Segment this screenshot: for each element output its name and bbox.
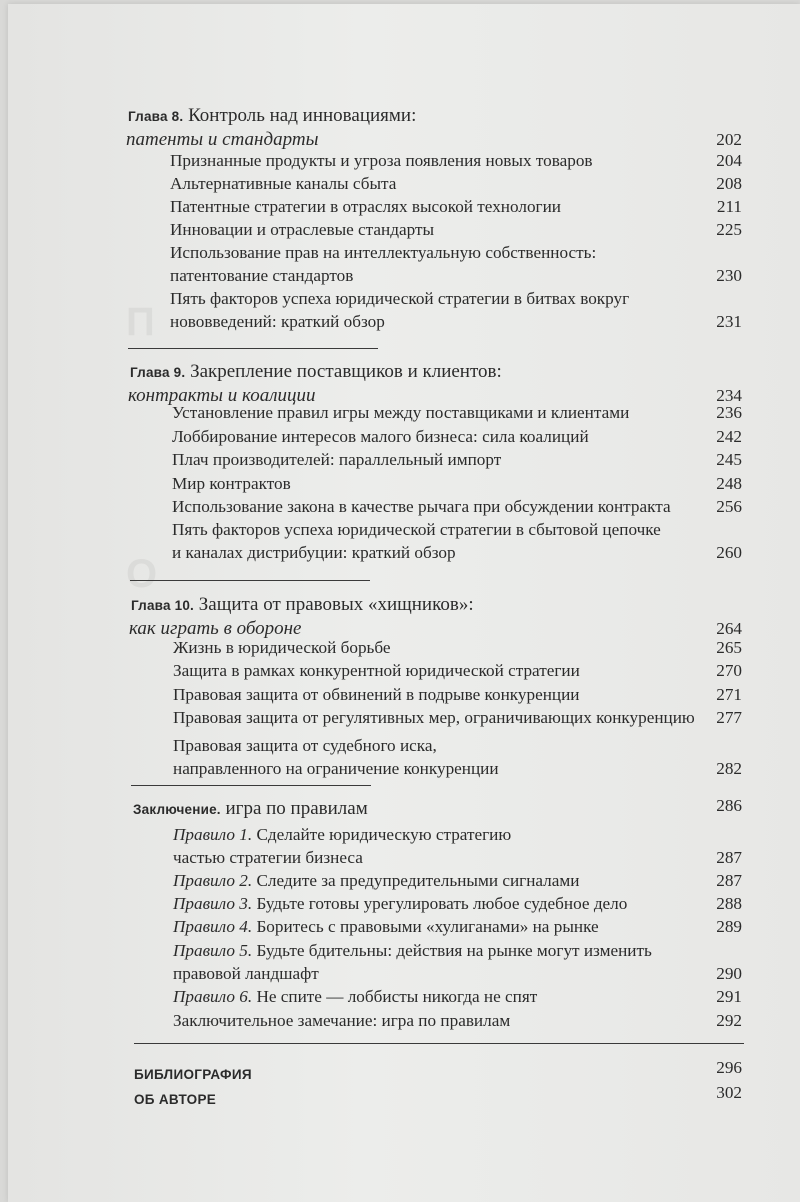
page-number: 287: [716, 871, 742, 890]
toc-entry: [173, 893, 627, 915]
toc-entry: и каналах дистрибуции: краткий обзор: [172, 543, 456, 562]
rule-text: Заключительное замечание: игра по правилам: [173, 1011, 511, 1030]
toc-entry: патентование стандартов: [170, 266, 354, 285]
toc-entry: Пять факторов успеха юридической стратегии в битвах вокруг: [170, 289, 630, 308]
toc-entry: направленного на ограничение конкуренции: [173, 759, 499, 778]
rule-number: Правило 4.: [173, 917, 253, 936]
page-number: 264: [716, 619, 742, 638]
page-number: 291: [716, 987, 742, 1006]
toc-entry: Жизнь в юридической борьбе: [173, 638, 391, 657]
page-number: 242: [716, 427, 742, 446]
toc-entry: Правовая защита от регулятивных мер, ограничивающих конкуренцию: [173, 708, 695, 727]
section-divider: [131, 785, 371, 786]
chapter-heading: [131, 593, 474, 618]
toc-entry: [173, 986, 537, 1008]
page-number: 270: [716, 661, 742, 680]
toc-entry: нововведений: краткий обзор: [170, 312, 385, 331]
rule-text: Будьте готовы урегулировать любое судебное дело: [256, 894, 628, 913]
toc-entry: [173, 916, 599, 938]
chapter-title: Закрепление поставщиков и клиентов:: [190, 361, 502, 382]
bleed-through-text: О: [126, 552, 158, 596]
toc-entry: Мир контрактов: [172, 474, 291, 493]
page-number: 277: [716, 708, 742, 727]
toc-entry: [173, 870, 579, 892]
page-number: 290: [716, 964, 742, 983]
conclusion-heading: [133, 797, 368, 822]
rule-number: Правило 6.: [173, 987, 253, 1006]
rule-text: частью стратегии бизнеса: [173, 848, 363, 867]
toc-entry: Лоббирование интересов малого бизнеса: сила коалиций: [172, 427, 589, 446]
toc-entry: [173, 963, 319, 985]
chapter-heading: [128, 104, 416, 129]
page-number: 230: [716, 266, 742, 285]
toc-entry: Правовая защита от судебного иска,: [173, 736, 437, 755]
chapter-label: Глава 10.: [131, 598, 195, 613]
page-number: 236: [716, 403, 742, 422]
toc-entry: Пять факторов успеха юридической стратегии в сбытовой цепочке: [172, 520, 661, 539]
chapter-label: Глава 9.: [130, 365, 186, 380]
page-number: 211: [716, 197, 742, 216]
page-number: 292: [716, 1011, 742, 1030]
page-number: 208: [716, 174, 742, 193]
page-number: 282: [716, 759, 742, 778]
chapter-label: Глава 8.: [128, 109, 184, 124]
toc-entry: Плач производителей: параллельный импорт: [172, 450, 502, 469]
toc-entry: Использование закона в качестве рычага при обсуждении контракта: [172, 497, 671, 516]
rule-number: Правило 1.: [173, 825, 253, 844]
conclusion-label: Заключение.: [133, 802, 221, 817]
rule-text: Будьте бдительны: действия на рынке могут изменить: [256, 941, 652, 960]
page-number: 288: [716, 894, 742, 913]
rule-text: Не спите — лоббисты никогда не спят: [256, 987, 538, 1006]
toc-entry: Инновации и отраслевые стандарты: [170, 220, 435, 239]
toc-entry: Защита в рамках конкурентной юридической стратегии: [173, 661, 580, 680]
chapter-heading: [130, 360, 502, 385]
toc-entry: Признанные продукты и угроза появления новых товаров: [170, 151, 593, 170]
toc-entry: Установление правил игры между поставщиками и клиентами: [172, 403, 630, 422]
page-number: 245: [716, 450, 742, 469]
toc-entry: [173, 847, 363, 869]
page-number: 287: [716, 848, 742, 867]
section-divider: [130, 580, 370, 581]
section-divider: [128, 348, 378, 349]
page-number: 248: [716, 474, 742, 493]
rule-text: Следите за предупредительными сигналами: [256, 871, 580, 890]
page-number: 296: [716, 1058, 742, 1077]
rule-text: Боритесь с правовыми «хулиганами» на рынке: [256, 917, 599, 936]
page-number: 289: [716, 917, 742, 936]
backmatter-label: БИБЛИОГРАФИЯ: [134, 1067, 252, 1082]
page-number: 202: [716, 130, 742, 149]
page-number: 231: [716, 312, 742, 331]
toc-entry: Патентные стратегии в отраслях высокой технологии: [170, 197, 561, 216]
chapter-subtitle: патенты и стандарты: [126, 129, 319, 150]
conclusion-title: игра по правилам: [225, 798, 368, 819]
chapter-title: Защита от правовых «хищников»:: [198, 594, 474, 615]
toc-entry: Альтернативные каналы сбыта: [170, 174, 397, 193]
bleed-through-text: П: [126, 300, 155, 344]
rule-number: Правило 5.: [173, 941, 253, 960]
page-number: 265: [716, 638, 742, 657]
chapter-subtitle: контракты и коалиции: [128, 385, 316, 406]
chapter-subtitle: как играть в обороне: [129, 618, 302, 639]
rule-number: Правило 3.: [173, 894, 253, 913]
rule-number: Правило 2.: [173, 871, 253, 890]
page-number: 286: [716, 796, 742, 815]
page-number: 256: [716, 497, 742, 516]
chapter-title: Контроль над инновациями:: [188, 105, 417, 126]
rule-text: Сделайте юридическую стратегию: [256, 825, 512, 844]
toc-entry: Использование прав на интеллектуальную собственность:: [170, 243, 597, 262]
toc-entry: Правовая защита от обвинений в подрыве конкуренции: [173, 685, 580, 704]
page-number: 234: [716, 386, 742, 405]
toc-entry: [173, 940, 652, 962]
page-number: 302: [716, 1083, 742, 1102]
page-number: 204: [716, 151, 742, 170]
page-number: 225: [716, 220, 742, 239]
page-number: 271: [716, 685, 742, 704]
toc-entry: [173, 824, 511, 846]
section-divider: [134, 1043, 744, 1044]
toc-entry: [173, 1010, 510, 1032]
rule-text: правовой ландшафт: [173, 964, 319, 983]
page-number: 260: [716, 543, 742, 562]
backmatter-label: ОБ АВТОРЕ: [134, 1092, 217, 1107]
